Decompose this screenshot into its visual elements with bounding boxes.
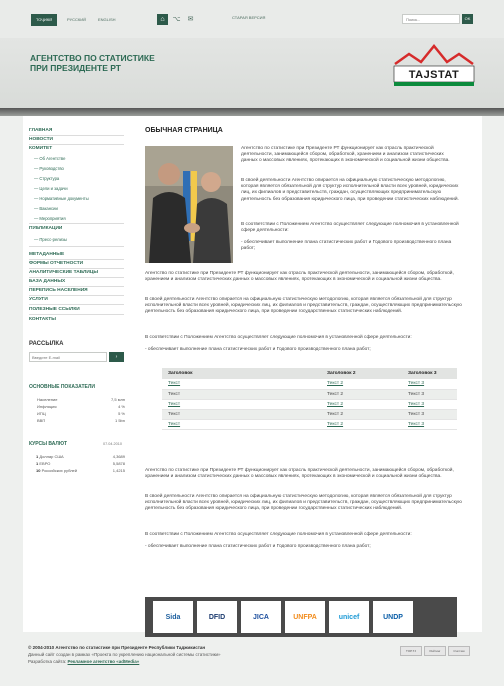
footer-project-note: Данный сайт создан в рамках «Проекта по укреплению национальной системы статистики» bbox=[28, 652, 221, 657]
indicator-label: ИПЦ bbox=[37, 411, 46, 416]
table-cell bbox=[402, 409, 457, 419]
nav-sub-about[interactable]: — Об Агентстве bbox=[34, 156, 65, 161]
table-cell[interactable] bbox=[402, 379, 457, 389]
site-title-line2[interactable]: ПРИ ПРЕЗИДЕНТЕ РТ bbox=[30, 63, 121, 73]
counter-badge[interactable]: Счётчик bbox=[448, 646, 470, 656]
counter-badge[interactable]: TOP.TJ bbox=[400, 646, 422, 656]
rate-label: ЕВРО bbox=[39, 461, 51, 466]
site-title-line1[interactable]: АГЕНТСТВО ПО СТАТИСТИКЕ bbox=[30, 53, 155, 63]
table-cell bbox=[162, 409, 321, 419]
table-cell-link[interactable]: Текст bbox=[168, 421, 181, 427]
nav-sub-events[interactable]: — Мероприятия bbox=[34, 216, 66, 221]
email-submit-button[interactable]: › bbox=[109, 352, 124, 362]
partner-logo-jica[interactable]: JICA bbox=[241, 601, 281, 633]
indicator-value: 4 % bbox=[118, 404, 125, 409]
rate-row bbox=[36, 461, 125, 466]
nav-divider bbox=[29, 295, 124, 296]
table-row bbox=[162, 419, 457, 429]
indicator-value: 5 % bbox=[118, 411, 125, 416]
nav-divider bbox=[29, 277, 124, 278]
paragraph: Агентство по статистике при Президенте РТ функционирует как отрасль практической деятельности, занимающейся сбором, обработкой, хранением и анализом статистических данных о массовых явлениях, протекающих в экономической и социальной жизни общества. bbox=[145, 271, 454, 283]
table-cell[interactable] bbox=[321, 419, 402, 429]
table-cell-text: Текст 2 bbox=[327, 391, 344, 397]
rate-label: Российских рублей bbox=[41, 468, 77, 473]
table-cell bbox=[321, 409, 402, 419]
paragraph: Агентство по статистике при Президенте РТ функционирует как отрасль практической деятельности, занимающейся сбором, обработкой, хранением и анализом статистических данных о массовых явлениях, протекающих в экономической и социальной жизни общества. bbox=[241, 146, 450, 164]
table-cell[interactable] bbox=[402, 419, 457, 429]
nav-services[interactable]: УСЛУГИ bbox=[29, 297, 48, 302]
table-cell-link[interactable]: Текст bbox=[168, 401, 181, 407]
rate-amount: 1 bbox=[36, 461, 39, 466]
page-title: ОБЫЧНАЯ СТРАНИЦА bbox=[145, 127, 223, 134]
logo-text: TAJSTAT bbox=[408, 69, 460, 81]
nav-metadata[interactable]: МЕТАДАННЫЕ bbox=[29, 252, 65, 257]
nav-sub-goals[interactable]: — Цели и задачи bbox=[34, 186, 68, 191]
table-body bbox=[162, 379, 457, 429]
table-header-cell: Заголовок bbox=[162, 368, 321, 379]
table-cell-link[interactable]: Текст 3 bbox=[408, 421, 425, 427]
nav-sub-documents[interactable]: — Нормативные документы bbox=[34, 196, 89, 201]
table-cell-link[interactable]: Текст 3 bbox=[408, 401, 425, 407]
rate-value: 1,4215 bbox=[112, 468, 125, 473]
table-cell-link[interactable]: Текст 3 bbox=[408, 381, 425, 387]
rate-amount: 1 bbox=[36, 454, 39, 459]
nav-sub-press[interactable]: — Пресс-релизы bbox=[34, 237, 67, 242]
table-cell bbox=[321, 389, 402, 399]
nav-sub-leadership[interactable]: — Руководство bbox=[34, 166, 64, 171]
table-cell-link[interactable]: Текст bbox=[168, 381, 181, 387]
paragraph: В своей деятельности Агентство опирается на официальную статистическую методологию, которая является обязательной для структур исполнительной власти всех уровней, юридических лиц, их филиалов и представительств, граждан, осуществляющих предпринимательскую деятельность без образования юридического лица, при проведении статистических наблюдений. bbox=[241, 178, 459, 202]
table-row bbox=[162, 409, 457, 419]
lang-russian[interactable]: РУССКИЙ bbox=[67, 17, 86, 22]
table-row bbox=[162, 389, 457, 399]
nav-contacts[interactable]: КОНТАКТЫ bbox=[29, 317, 56, 322]
table-cell[interactable] bbox=[162, 419, 321, 429]
table-cell bbox=[402, 389, 457, 399]
paragraph: В своей деятельности Агентство опирается на официальную статистическую методологию, которая является обязательной для структур исполнительной власти всех уровней, юридических лиц, их филиалов и представительств, граждан, осуществляющих предпринимательскую деятельность без образования юридического лица, при проведении государственных статистических наблюдений. bbox=[145, 494, 462, 512]
table-cell[interactable] bbox=[321, 379, 402, 389]
indicator-value: 1 5bn bbox=[114, 418, 125, 423]
paragraph: В соответствии с Положением Агентство осуществляет следующие полномочия в установленной сфере деятельности: bbox=[241, 222, 459, 234]
indicators-title: ОСНОВНЫЕ ПОКАЗАТЕЛИ bbox=[29, 384, 95, 390]
nav-publications[interactable]: ПУБЛИКАЦИИ bbox=[29, 226, 63, 231]
table-cell-link[interactable]: Текст 2 bbox=[327, 401, 344, 407]
nav-divider bbox=[29, 286, 124, 287]
table-cell[interactable] bbox=[402, 399, 457, 409]
nav-database[interactable]: БАЗА ДАННЫХ bbox=[29, 279, 66, 284]
table-cell-text: Текст 3 bbox=[408, 391, 425, 397]
rates-title: КУРСЫ ВАЛЮТ bbox=[29, 441, 68, 447]
rate-amount: 10 bbox=[36, 468, 41, 473]
indicator-row bbox=[37, 404, 125, 409]
paragraph: - обеспечивает выполнение плана статистических работ и Годового производственного плана работ; bbox=[145, 544, 371, 549]
old-version-link[interactable]: СТАРАЯ ВЕРСИЯ bbox=[232, 15, 266, 20]
table-cell-text: Текст bbox=[168, 391, 181, 397]
rate-row bbox=[36, 468, 125, 473]
nav-census[interactable]: ПЕРЕПИСЬ НАСЕЛЕНИЯ bbox=[29, 288, 88, 293]
table-cell[interactable] bbox=[162, 379, 321, 389]
header-shadow-bar bbox=[0, 108, 504, 116]
indicator-label: ВВП bbox=[37, 418, 46, 423]
developer-label: Разработка сайта: bbox=[28, 659, 67, 664]
email-field[interactable] bbox=[29, 352, 107, 362]
indicator-row bbox=[37, 397, 125, 402]
nav-divider bbox=[29, 268, 124, 269]
nav-sub-vacancies[interactable]: — Вакансии bbox=[34, 206, 58, 211]
nav-divider bbox=[29, 144, 124, 145]
nav-forms[interactable]: ФОРМЫ ОТЧЕТНОСТИ bbox=[29, 261, 84, 266]
footer-copyright bbox=[28, 645, 205, 650]
table-cell-text: Текст bbox=[168, 411, 181, 417]
table-header-row bbox=[162, 368, 457, 379]
presidents-photo bbox=[145, 146, 233, 263]
footer-developer bbox=[28, 659, 139, 664]
indicator-value: 7,5 млн bbox=[111, 397, 125, 402]
paragraph: - обеспечивает выполнение плана статистических работ и Годового производственного плана работ; bbox=[145, 347, 371, 352]
table-cell-text: Текст 2 bbox=[327, 411, 344, 417]
data-table bbox=[162, 368, 457, 430]
paragraph: В соответствии с Положением Агентство осуществляет следующие полномочия в установленной сфере деятельности: bbox=[145, 335, 412, 340]
nav-home[interactable]: ГЛАВНАЯ bbox=[29, 128, 53, 133]
nav-sub-structure[interactable]: — Структура bbox=[34, 176, 59, 181]
rate-row bbox=[36, 454, 125, 459]
nav-komitet[interactable]: КОМИТЕТ bbox=[29, 146, 53, 151]
table-header-cell: Заголовок 2 bbox=[321, 368, 402, 379]
table-header-cell: Заголовок 3 bbox=[402, 368, 457, 379]
nav-divider bbox=[29, 246, 124, 247]
nav-divider bbox=[29, 259, 124, 260]
nav-divider bbox=[29, 314, 124, 315]
indicator-label: Население bbox=[37, 397, 58, 402]
indicator-label: Инфляция bbox=[37, 404, 57, 409]
paragraph: В соответствии с Положением Агентство осуществляет следующие полномочия в установленной сфере деятельности: bbox=[145, 532, 412, 537]
nav-links[interactable]: ПОЛЕЗНЫЕ ССЫЛКИ bbox=[29, 307, 80, 312]
table-cell-link[interactable]: Текст 2 bbox=[327, 381, 344, 387]
paragraph: В своей деятельности Агентство опирается на официальную статистическую методологию, которая является обязательной для структур исполнительной власти всех уровней, юридических лиц, их филиалов и представительств, граждан, осуществляющих предпринимательскую деятельность без образования юридического лица, при проведении государственных статистических наблюдений. bbox=[145, 297, 462, 315]
mailing-title: РАССЫЛКА bbox=[29, 341, 64, 347]
table-cell[interactable] bbox=[162, 399, 321, 409]
search-input[interactable] bbox=[402, 14, 460, 24]
home-icon[interactable]: ⌂ bbox=[157, 14, 168, 25]
sitemap-icon[interactable]: ⌥ bbox=[172, 16, 181, 23]
rate-label: Доллар США bbox=[39, 454, 64, 459]
nav-divider bbox=[29, 223, 124, 224]
partner-logo-dfid[interactable]: DFID bbox=[197, 601, 237, 633]
nav-divider bbox=[29, 304, 124, 305]
mail-icon[interactable]: ✉ bbox=[187, 16, 194, 23]
nav-divider bbox=[29, 135, 124, 136]
lang-english[interactable]: ENGLISH bbox=[98, 17, 116, 22]
lang-tajik[interactable]: ТОҶИКӢ bbox=[31, 14, 57, 26]
partner-logo-sida[interactable]: Sida bbox=[153, 601, 193, 633]
partner-logo-undp[interactable]: UNDP bbox=[373, 601, 413, 633]
paragraph: Агентство по статистике при Президенте РТ функционирует как отрасль практической деятельности, занимающейся сбором, обработкой, хранением и анализом статистических данных о массовых явлениях, протекающих в экономической и социальной жизни общества. bbox=[145, 468, 454, 480]
paragraph: - обеспечивает выполнение плана статистических работ и Годового производственного плана работ; bbox=[241, 240, 452, 252]
partner-logo-unicef[interactable]: unicef bbox=[329, 601, 369, 633]
table-cell-link[interactable]: Текст 2 bbox=[327, 421, 344, 427]
rate-value: 4,3689 bbox=[112, 454, 125, 459]
counter-badge[interactable]: Рейтинг bbox=[424, 646, 446, 656]
table-row bbox=[162, 399, 457, 409]
table-row bbox=[162, 379, 457, 389]
search-button[interactable]: OK bbox=[462, 14, 473, 24]
rates-date: 07.04.2010 bbox=[103, 442, 123, 446]
rate-value: 5,5878 bbox=[112, 461, 125, 466]
nav-news[interactable]: НОВОСТИ bbox=[29, 137, 53, 142]
copyright-text: © 2004-2010 Агентство по статистике при Президенте Республики Таджикистан bbox=[28, 645, 206, 650]
developer-link[interactable]: Рекламное агентство «adMedia» bbox=[67, 659, 140, 664]
indicator-row bbox=[37, 411, 125, 416]
indicator-row bbox=[37, 418, 125, 423]
nav-analytics[interactable]: АНАЛИТИЧЕСКИЕ ТАБЛИЦЫ bbox=[29, 270, 99, 275]
table-cell bbox=[162, 389, 321, 399]
table-cell[interactable] bbox=[321, 399, 402, 409]
partner-logo-unfpa[interactable]: UNFPA bbox=[285, 601, 325, 633]
table-cell-text: Текст 3 bbox=[408, 411, 425, 417]
